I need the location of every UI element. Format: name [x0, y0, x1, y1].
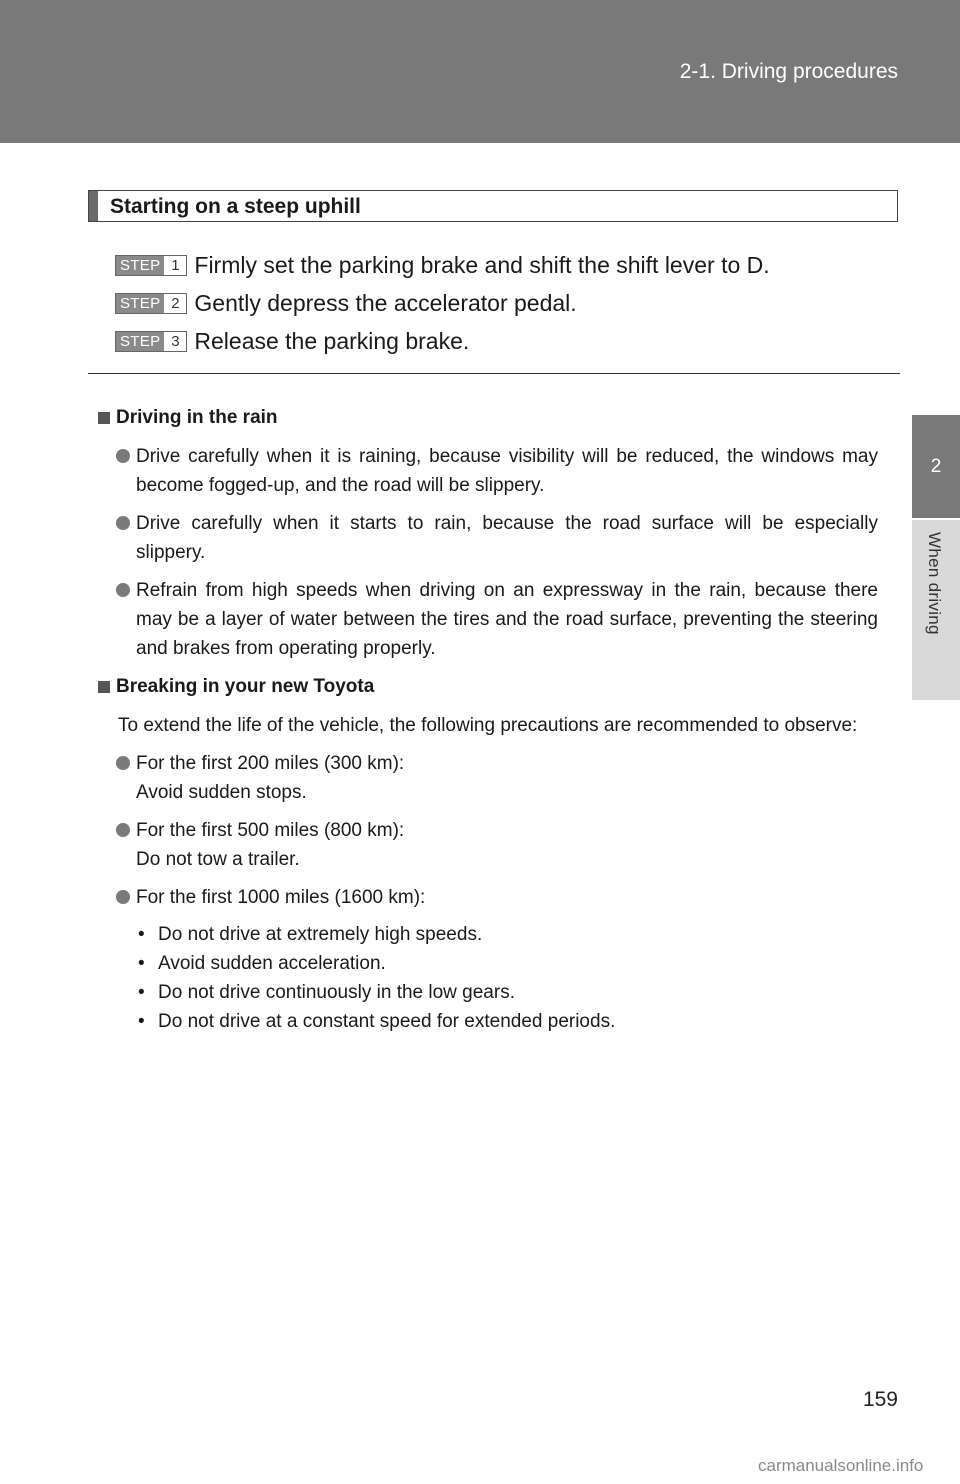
- list-item-line: Do not tow a trailer.: [136, 849, 300, 870]
- list-item-text: Refrain from high speeds when driving on an expressway in the rain, because there may be a layer of water between the tires and the road surface, preventing the steering and brakes from operating properly.: [136, 580, 878, 659]
- dot-marker-icon: •: [138, 953, 145, 974]
- step-badge: [115, 293, 187, 314]
- step-text: Firmly set the parking brake and shift the shift lever to D.: [194, 251, 770, 278]
- dot-marker-icon: •: [138, 924, 145, 945]
- section-heading-bar: [89, 191, 98, 221]
- list-item: [98, 576, 878, 663]
- dot-marker-icon: •: [138, 1011, 145, 1032]
- side-tab-label-text: When driving: [925, 532, 944, 635]
- list-item-line: Avoid sudden stops.: [136, 782, 307, 803]
- breakin-heading-text: Breaking in your new Toyota: [116, 676, 375, 697]
- step-badge-number: 3: [164, 332, 186, 351]
- sub-list-item: [138, 949, 878, 978]
- step-badge-label: STEP: [116, 294, 164, 313]
- list-item-line: For the first 1000 miles (1600 km):: [136, 887, 426, 908]
- circle-bullet-icon: [116, 823, 130, 837]
- circle-bullet-icon: [116, 516, 130, 530]
- square-bullet-icon: [98, 412, 110, 424]
- rain-heading: [98, 403, 878, 432]
- step-text: Gently depress the accelerator pedal.: [194, 289, 577, 316]
- page-number: 159: [862, 1388, 898, 1411]
- list-item: [98, 883, 878, 912]
- side-tab-label: [912, 520, 960, 700]
- rain-heading-text: Driving in the rain: [116, 407, 278, 428]
- sub-list: [98, 920, 878, 1036]
- step-3: [115, 327, 469, 355]
- list-item: [98, 816, 878, 874]
- info-body: [98, 403, 878, 1036]
- sub-list-item-text: Avoid sudden acceleration.: [158, 953, 386, 974]
- section-heading: [88, 190, 898, 222]
- list-item-line: For the first 500 miles (800 km):: [136, 820, 405, 841]
- square-bullet-icon: [98, 681, 110, 693]
- page-header: [0, 0, 960, 143]
- dot-marker-icon: •: [138, 982, 145, 1003]
- step-badge: [115, 331, 187, 352]
- circle-bullet-icon: [116, 756, 130, 770]
- step-badge-number: 1: [164, 256, 186, 275]
- list-item: [98, 509, 878, 567]
- list-item-line: For the first 200 miles (300 km):: [136, 753, 405, 774]
- list-item-text: Drive carefully when it starts to rain, because the road surface will be especially slippery.: [136, 513, 878, 563]
- step-badge-label: STEP: [116, 256, 164, 275]
- side-tab-number: 2: [912, 415, 960, 518]
- sub-list-item: [138, 920, 878, 949]
- circle-bullet-icon: [116, 449, 130, 463]
- list-item: [98, 749, 878, 807]
- watermark: carmanualsonline.info: [758, 1456, 924, 1475]
- section-title: Starting on a steep uphill: [110, 195, 361, 218]
- list-item-text: Drive carefully when it is raining, because visibility will be reduced, the windows may become fogged-up, and the road will be slippery.: [136, 446, 878, 496]
- step-badge: [115, 255, 187, 276]
- sub-list-item-text: Do not drive continuously in the low gears.: [158, 982, 515, 1003]
- list-item: [98, 442, 878, 500]
- circle-bullet-icon: [116, 890, 130, 904]
- sub-list-item-text: Do not drive at extremely high speeds.: [158, 924, 483, 945]
- step-text: Release the parking brake.: [194, 327, 470, 354]
- circle-bullet-icon: [116, 583, 130, 597]
- section-divider: [88, 373, 900, 374]
- sub-list-item: [138, 1007, 878, 1036]
- step-2: [115, 289, 577, 317]
- step-1: [115, 251, 770, 279]
- breakin-heading: [98, 672, 878, 701]
- sub-list-item: [138, 978, 878, 1007]
- step-badge-number: 2: [164, 294, 186, 313]
- step-badge-label: STEP: [116, 332, 164, 351]
- chapter-title: 2-1. Driving procedures: [679, 60, 898, 83]
- breakin-intro: To extend the life of the vehicle, the following precautions are recommended to observe:: [118, 715, 858, 736]
- sub-list-item-text: Do not drive at a constant speed for extended periods.: [158, 1011, 616, 1032]
